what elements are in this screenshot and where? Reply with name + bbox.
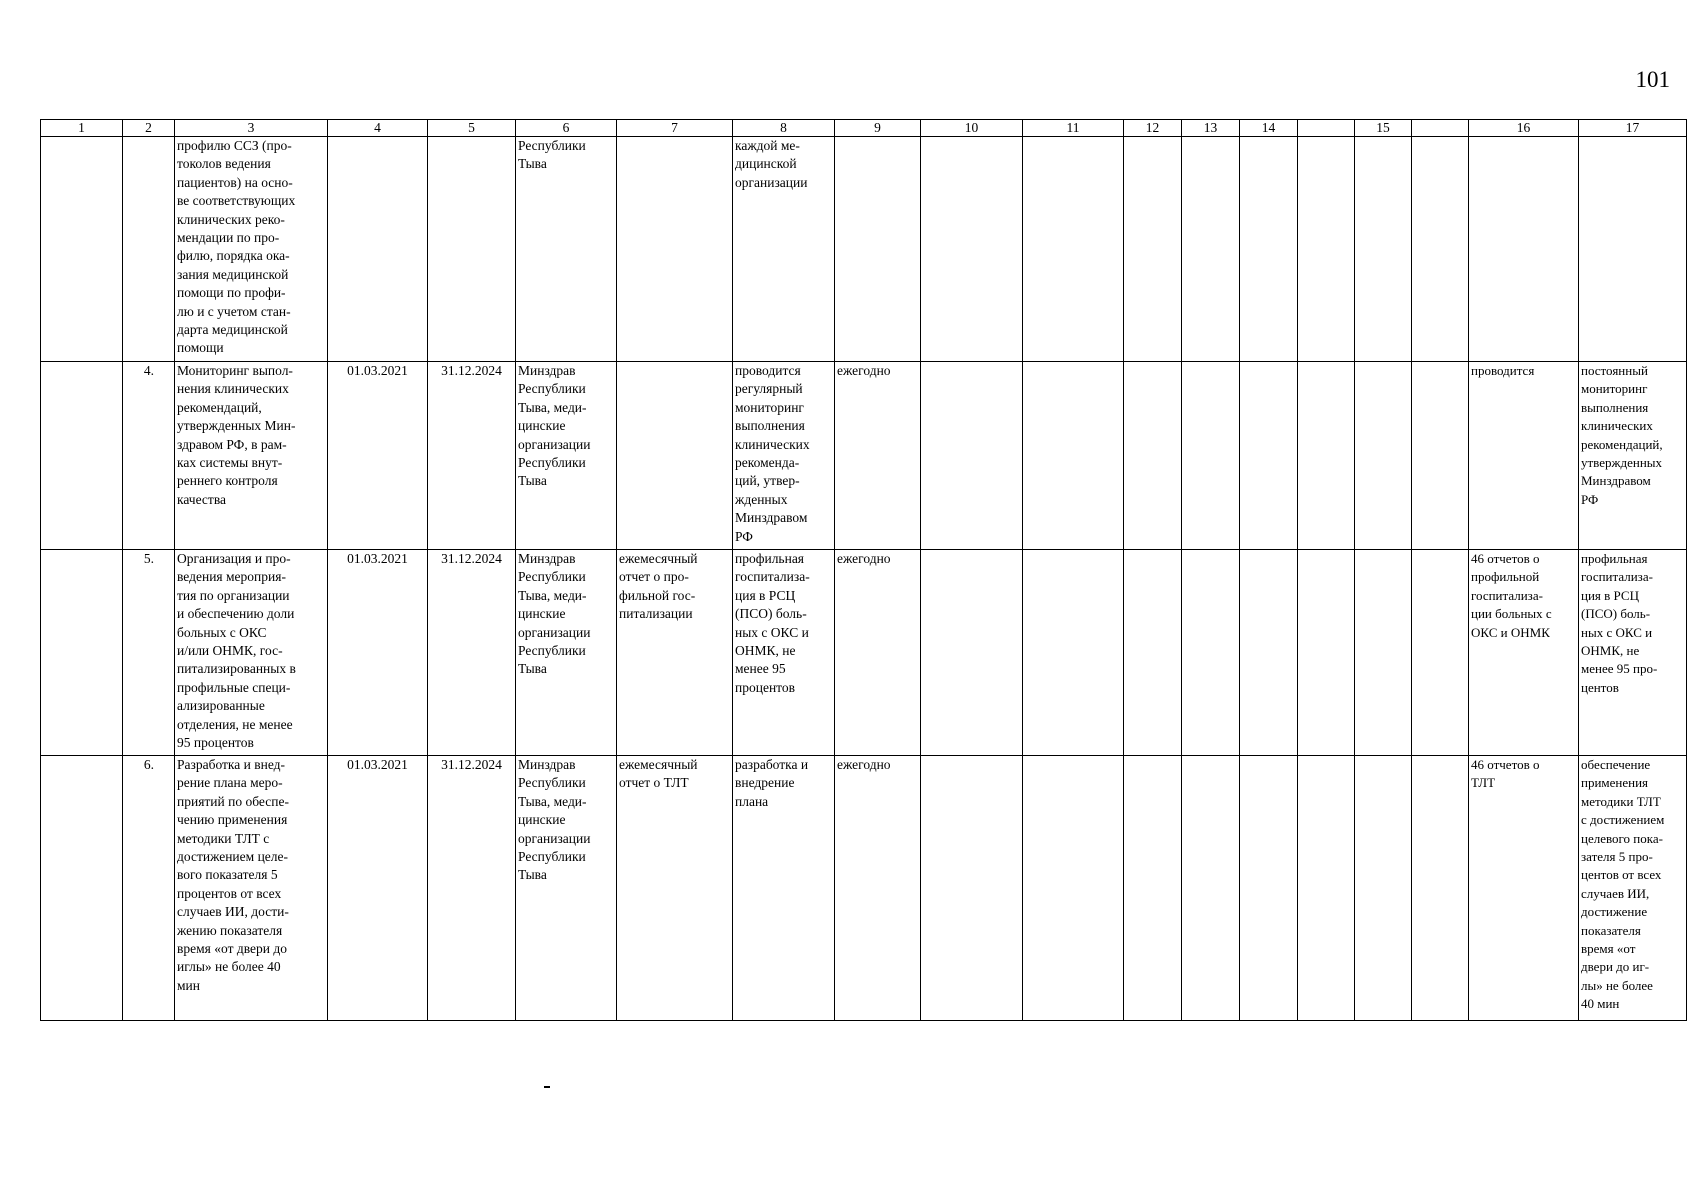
header-cell: 3 <box>175 120 328 137</box>
empty-cell <box>1182 362 1240 550</box>
empty-cell <box>41 362 123 550</box>
column-16-value: 46 отчетов о ТЛТ <box>1469 756 1579 1021</box>
frequency: ежегодно <box>835 550 921 756</box>
table-row <box>41 756 1687 1021</box>
control-form: ежемесячный отчет о про- фильной гос- питализации <box>617 550 733 756</box>
header-cell: 13 <box>1182 120 1240 137</box>
empty-cell <box>921 756 1023 1021</box>
header-cell <box>1412 120 1469 137</box>
control-form <box>617 137 733 362</box>
empty-cell <box>1240 550 1298 756</box>
header-cell: 4 <box>328 120 428 137</box>
empty-cell <box>1182 550 1240 756</box>
empty-cell <box>921 362 1023 550</box>
header-cell: 17 <box>1579 120 1687 137</box>
column-17-value: профильная госпитализа- ция в РСЦ (ПСО) боль- ных с ОКС и ОНМК, не менее 95 про- центов <box>1579 550 1687 756</box>
executor: Минздрав Республики Тыва, меди- цинские организации Республики Тыва <box>516 756 617 1021</box>
header-cell: 1 <box>41 120 123 137</box>
start-date <box>328 137 428 362</box>
header-cell: 12 <box>1124 120 1182 137</box>
header-cell: 7 <box>617 120 733 137</box>
empty-cell <box>1240 362 1298 550</box>
executor: Минздрав Республики Тыва, меди- цинские организации Республики Тыва <box>516 550 617 756</box>
header-cell: 11 <box>1023 120 1124 137</box>
expected-result: проводится регулярный мониторинг выполнения клинических рекоменда- ций, утвер- жденных Минздравом РФ <box>733 362 835 550</box>
empty-cell <box>1023 550 1124 756</box>
column-16-value: проводится <box>1469 362 1579 550</box>
empty-cell <box>1412 137 1469 362</box>
frequency: ежегодно <box>835 362 921 550</box>
empty-cell <box>1298 362 1355 550</box>
activity-description: Мониторинг выпол- нения клинических рекомендаций, утвержденных Мин- здравом РФ, в рам- ках системы внут- реннего контроля качества <box>175 362 328 550</box>
start-date: 01.03.2021 <box>328 550 428 756</box>
header-cell: 9 <box>835 120 921 137</box>
column-16-value <box>1469 137 1579 362</box>
column-17-value: постоянный мониторинг выполнения клинических рекомендаций, утвержденных Минздравом РФ <box>1579 362 1687 550</box>
empty-cell <box>921 550 1023 756</box>
header-cell: 10 <box>921 120 1023 137</box>
empty-cell <box>1355 756 1412 1021</box>
header-cell: 2 <box>123 120 175 137</box>
empty-cell <box>1298 137 1355 362</box>
row-number: 6. <box>123 756 175 1021</box>
empty-cell <box>1124 756 1182 1021</box>
empty-cell <box>1240 137 1298 362</box>
column-number-header <box>41 120 1687 137</box>
header-cell: 6 <box>516 120 617 137</box>
table-row <box>41 362 1687 550</box>
empty-cell <box>1182 756 1240 1021</box>
empty-cell <box>921 137 1023 362</box>
header-cell <box>1298 120 1355 137</box>
column-17-value <box>1579 137 1687 362</box>
empty-cell <box>1124 550 1182 756</box>
plan-table <box>40 119 1687 1021</box>
end-date: 31.12.2024 <box>428 550 516 756</box>
table-row <box>41 137 1687 362</box>
empty-cell <box>1240 756 1298 1021</box>
empty-cell <box>41 137 123 362</box>
activity-description: Организация и про- ведения мероприя- тия по организации и обеспечению доли больных с ОКС и/или ОНМК, гос- питализированных в профильные специ- ализированные отделения, не менее 95 процентов <box>175 550 328 756</box>
end-date: 31.12.2024 <box>428 362 516 550</box>
start-date: 01.03.2021 <box>328 756 428 1021</box>
empty-cell <box>1355 137 1412 362</box>
control-form <box>617 362 733 550</box>
empty-cell <box>1412 550 1469 756</box>
frequency: ежегодно <box>835 756 921 1021</box>
stray-mark <box>544 1086 550 1088</box>
expected-result: каждой ме- дицинской организации <box>733 137 835 362</box>
header-cell: 5 <box>428 120 516 137</box>
empty-cell <box>1124 362 1182 550</box>
empty-cell <box>1182 137 1240 362</box>
column-17-value: обеспечение применения методики ТЛТ с достижением целевого пока- зателя 5 про- центов от всех случаев ИИ, достижение показателя время «от двери до иг- лы» не более 40 мин <box>1579 756 1687 1021</box>
activity-description: профилю ССЗ (про- токолов ведения пациентов) на осно- ве соответствующих клинических реко- мендации по про- филю, порядка ока- зания медицинской помощи по профи- лю и с учетом стан- дарта медицинской помощи <box>175 137 328 362</box>
header-cell: 8 <box>733 120 835 137</box>
frequency <box>835 137 921 362</box>
table-row <box>41 550 1687 756</box>
header-cell: 16 <box>1469 120 1579 137</box>
header-cell: 14 <box>1240 120 1298 137</box>
empty-cell <box>1355 550 1412 756</box>
expected-result: профильная госпитализа- ция в РСЦ (ПСО) боль- ных с ОКС и ОНМК, не менее 95 процентов <box>733 550 835 756</box>
row-number <box>123 137 175 362</box>
empty-cell <box>1298 756 1355 1021</box>
empty-cell <box>1412 362 1469 550</box>
row-number: 4. <box>123 362 175 550</box>
start-date: 01.03.2021 <box>328 362 428 550</box>
empty-cell <box>1412 756 1469 1021</box>
control-form: ежемесячный отчет о ТЛТ <box>617 756 733 1021</box>
executor: Республики Тыва <box>516 137 617 362</box>
expected-result: разработка и внедрение плана <box>733 756 835 1021</box>
executor: Минздрав Республики Тыва, меди- цинские организации Республики Тыва <box>516 362 617 550</box>
row-number: 5. <box>123 550 175 756</box>
page-number: 101 <box>1635 67 1670 92</box>
empty-cell <box>1355 362 1412 550</box>
empty-cell <box>1023 756 1124 1021</box>
empty-cell <box>41 550 123 756</box>
empty-cell <box>1298 550 1355 756</box>
empty-cell <box>1124 137 1182 362</box>
empty-cell <box>1023 362 1124 550</box>
header-cell: 15 <box>1355 120 1412 137</box>
activity-description: Разработка и внед- рение плана меро- приятий по обеспе- чению применения методики ТЛТ с достижением целе- вого показателя 5 процентов от всех случаев ИИ, дости- жению показателя время «от двери до иглы» не более 40 мин <box>175 756 328 1021</box>
column-16-value: 46 отчетов о профильной госпитализа- ции больных с ОКС и ОНМК <box>1469 550 1579 756</box>
end-date <box>428 137 516 362</box>
end-date: 31.12.2024 <box>428 756 516 1021</box>
empty-cell <box>41 756 123 1021</box>
empty-cell <box>1023 137 1124 362</box>
